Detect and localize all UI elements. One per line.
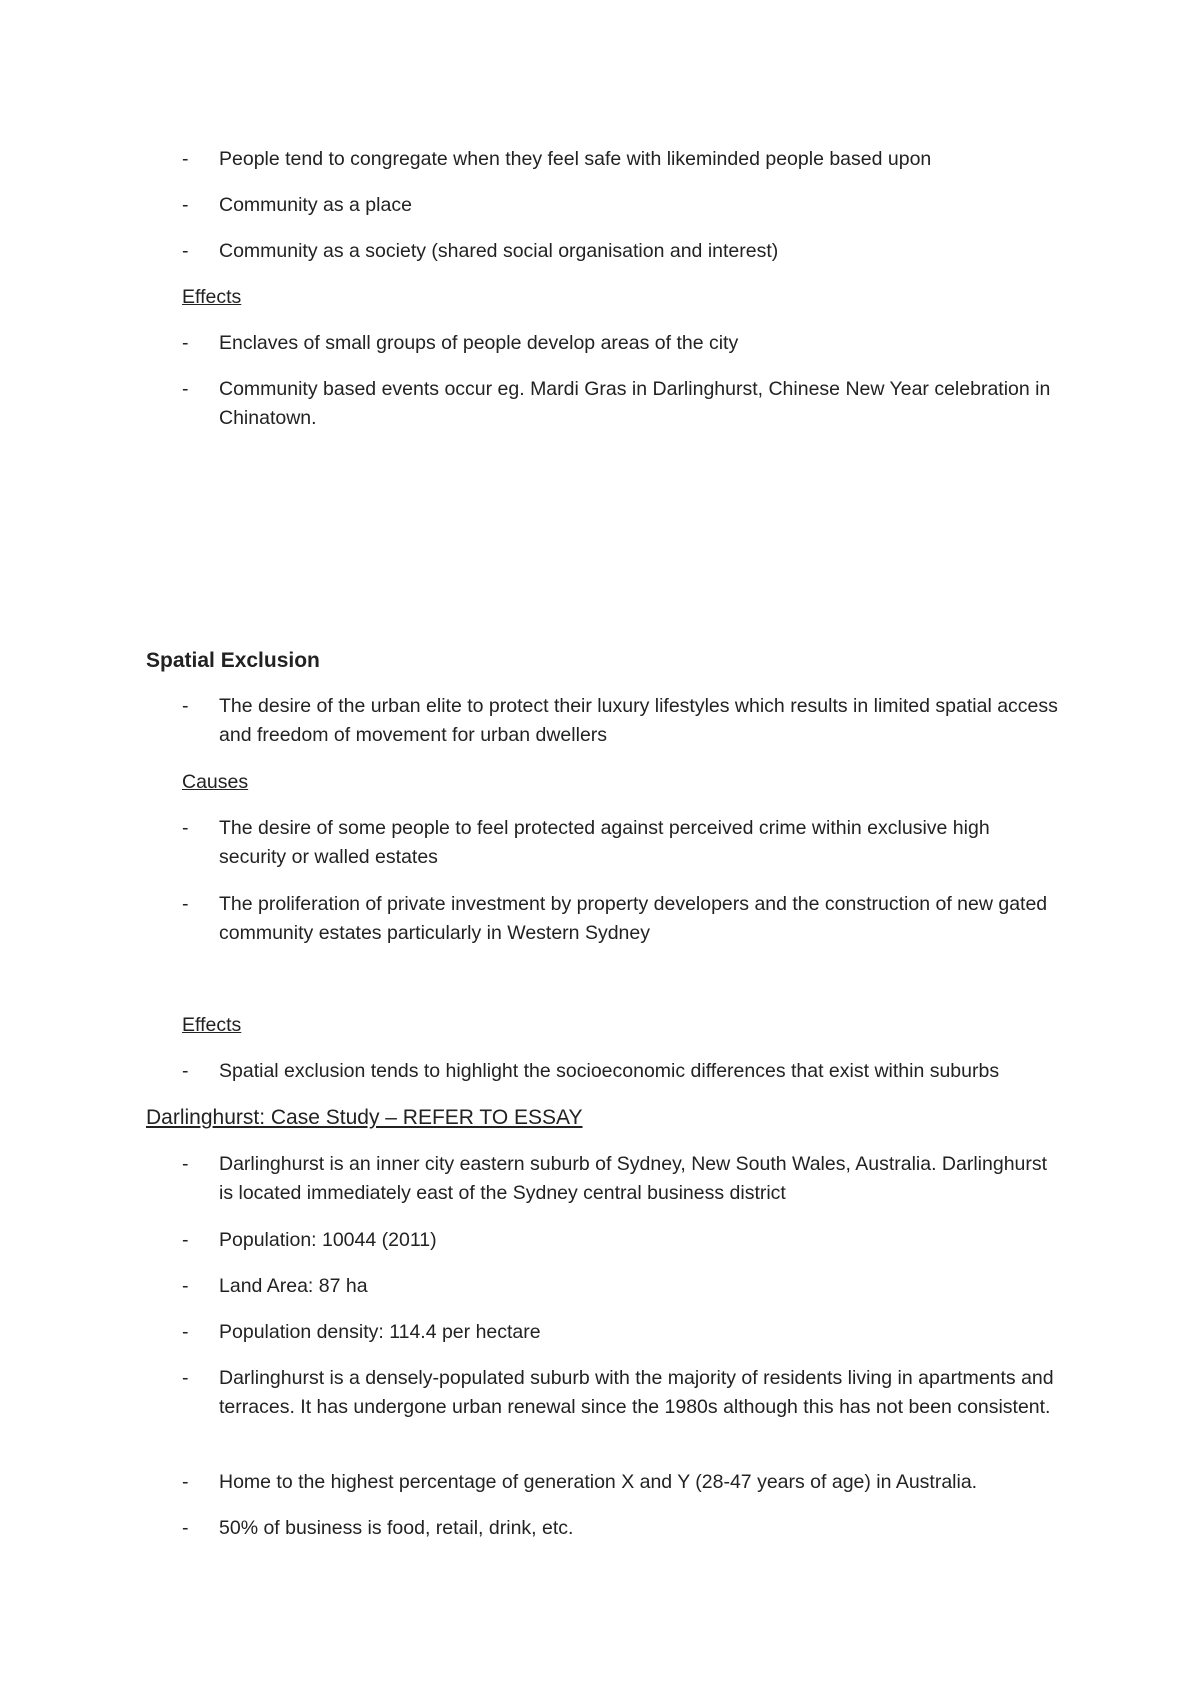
list-item-text: The desire of some people to feel protected against perceived crime within exclusive high security or walled estates — [219, 817, 990, 868]
list-item-text: The desire of the urban elite to protect their luxury lifestyles which results in limited spatial access and freedom of movement for urban dwellers — [219, 695, 1058, 746]
list-item — [182, 329, 1062, 358]
list-item — [182, 1057, 1062, 1086]
bullet-dash: - — [182, 378, 189, 400]
list-item-text: Home to the highest percentage of generation X and Y (28-47 years of age) in Australia. — [219, 1471, 978, 1493]
case-study-title: Darlinghurst: Case Study – REFER TO ESSAY — [146, 1106, 583, 1129]
bullet-dash: - — [182, 1471, 189, 1493]
list-item-text: People tend to congregate when they feel safe with likeminded people based upon — [219, 148, 932, 170]
section-heading: Spatial Exclusion — [146, 649, 320, 672]
list-item-text: Darlinghurst is an inner city eastern suburb of Sydney, New South Wales, Australia. Darlinghurst is located immediately east of the Sydney central business district — [219, 1153, 1048, 1204]
bullet-dash: - — [182, 1367, 189, 1389]
list-item-text: The proliferation of private investment by property developers and the construction of new gated community estates particularly in Western Sydney — [219, 893, 1048, 944]
bullet-dash: - — [182, 893, 189, 915]
list-item — [182, 1514, 1062, 1543]
bullet-dash: - — [182, 148, 189, 170]
list-item — [182, 1226, 1062, 1255]
list-item-text: Community as a society (shared social organisation and interest) — [219, 240, 779, 262]
bullet-dash: - — [182, 332, 189, 354]
list-item — [182, 191, 1062, 220]
list-item-text: Land Area: 87 ha — [219, 1275, 368, 1297]
list-item-text: Darlinghurst is a densely-populated suburb with the majority of residents living in apartments and terraces. It has undergone urban renewal since the 1980s although this has not been consistent. — [219, 1367, 1054, 1418]
list-item — [182, 1318, 1062, 1347]
list-item — [182, 1150, 1062, 1208]
bullet-dash: - — [182, 1321, 189, 1343]
list-item-text: Spatial exclusion tends to highlight the socioeconomic differences that exist within suburbs — [219, 1060, 1000, 1082]
list-item-text: 50% of business is food, retail, drink, etc. — [219, 1517, 574, 1539]
list-item — [182, 692, 1062, 750]
list-item — [182, 375, 1062, 433]
bullet-dash: - — [182, 1060, 189, 1082]
list-item — [182, 1272, 1062, 1301]
bullet-dash: - — [182, 194, 189, 216]
bullet-dash: - — [182, 1153, 189, 1175]
effects-subheading: Effects — [182, 1014, 242, 1036]
list-item — [182, 814, 1062, 872]
list-item — [182, 1364, 1062, 1422]
bullet-dash: - — [182, 1275, 189, 1297]
list-item — [182, 145, 1062, 174]
list-item-text: Population density: 114.4 per hectare — [219, 1321, 541, 1343]
list-item — [182, 237, 1062, 266]
bullet-dash: - — [182, 817, 189, 839]
bullet-dash: - — [182, 1229, 189, 1251]
bullet-dash: - — [182, 1517, 189, 1539]
list-item-text: Community based events occur eg. Mardi Gras in Darlinghurst, Chinese New Year celebration in Chinatown. — [219, 378, 1051, 429]
list-item-text: Population: 10044 (2011) — [219, 1229, 437, 1251]
list-item — [182, 1468, 1062, 1497]
bullet-dash: - — [182, 695, 189, 717]
list-item-text: Community as a place — [219, 194, 412, 216]
list-item-text: Enclaves of small groups of people develop areas of the city — [219, 332, 739, 354]
causes-subheading: Causes — [182, 771, 249, 793]
list-item — [182, 890, 1062, 948]
bullet-dash: - — [182, 240, 189, 262]
effects-subheading: Effects — [182, 286, 242, 308]
